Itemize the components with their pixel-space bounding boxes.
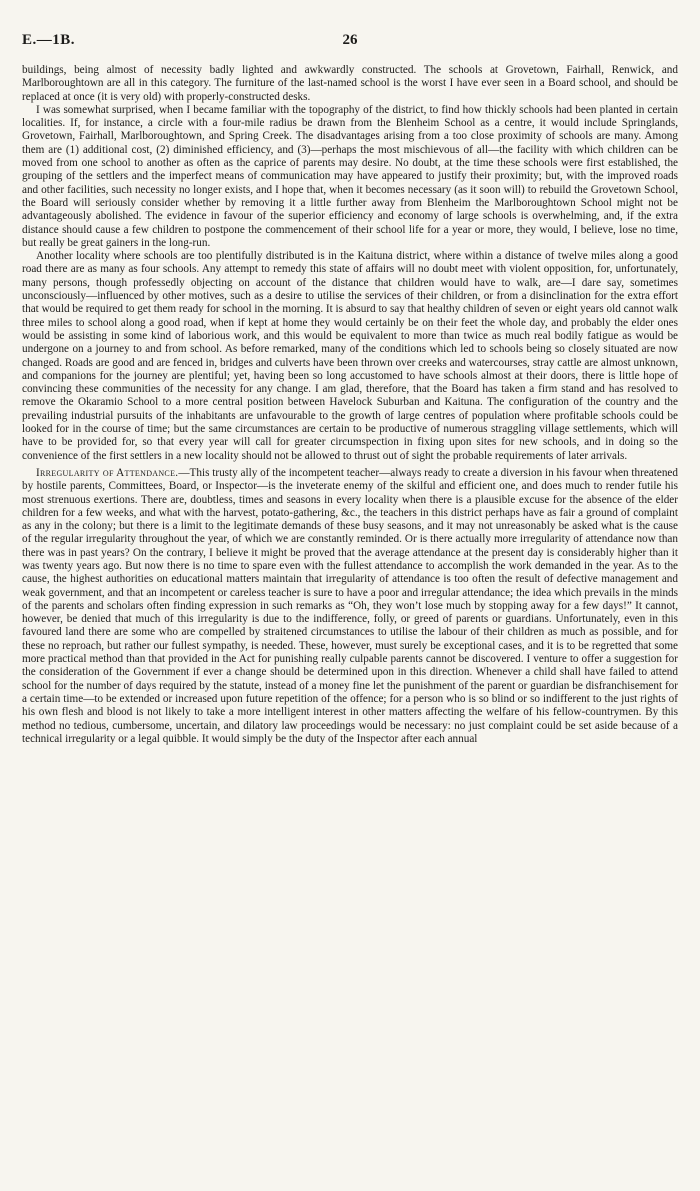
document-reference: E.—1B. [22,32,76,48]
paragraph-continuation: buildings, being almost of necessity badly lighted and awkwardly constructed. The schools at Grovetown, Fairhall, Renwick, and Marlboroughtown are all in this category. The furniture of the last-named school is the worst I have ever seen in a Board school, and should be replaced at once (it is very old) with properly-constructed desks. [22,64,678,103]
page-number: 26 [342,32,358,48]
page-header [22,32,678,54]
paragraph-school-proximity: I was somewhat surprised, when I became familiar with the topography of the district, to find how thickly schools had been planted in certain localities. If, for instance, a circle with a four-mile radius be drawn from the Blenheim School as a centre, it would include Springlands, Grovetown, Fairhall, Marlboroughtown, and Spring Creek. The disadvantages arising from a too close proximity of schools are many. Among them are (1) additional cost, (2) diminished efficiency, and (3)—perhaps the most mischievous of all—the facility with which children can be moved from one school to another as often as the caprice of parents may desire. No doubt, at the time these schools were first established, the grouping of the settlers and the imperfect means of communication may have appeared to justify their proximity; but, with the improved roads and other facilities, such necessity no longer exists, and I hope that, when it becomes necessary (as it soon will) to rebuild the Grovetown School, the Board will seriously consider whether by removing it a little further away from Blenheim the Marlboroughtown School might not be advantageously abolished. The evidence in favour of the superior efficiency and economy of large schools is overwhelming, and, if the extra distance should cause a few children to postpone the commencement of their school life for a year or more, they would, I believe, lose no time, but really be great gainers in the long-run. [22,103,678,249]
paragraph-irregularity [22,467,678,746]
section-heading: Irregularity of Attendance. [36,466,179,479]
body-text [22,64,678,746]
paragraph-kaituna: Another locality where schools are too plentifully distributed is in the Kaituna district, where within a distance of twelve miles along a good road there are as many as four schools. Any attempt to remedy this state of affairs will no doubt meet with violent opposition, for, unfortunately, many persons, though professedly objecting on account of the distance that children would have to walk, are—I dare say, sometimes unconsciously—influenced by other motives, such as a desire to utilise the services of their children, or from a disinclination for the extra effort that would be required to get them ready for school in the morning. It is absurd to say that healthy children of seven or eight years old cannot walk three miles to school along a good road, when if kept at home they would certainly be on their feet the whole day, and probably the elder ones would be assisting in some kind of laborious work, and this would be equivalent to more than twice as much real bodily fatigue as would be undergone on a journey to and from school. As before remarked, many of the conditions which led to schools being so closely situated are now changed. Roads are good and are fenced in, bridges and culverts have been thrown over creeks and watercourses, stray cattle are almost unknown, and companions for the journey are plentiful; yet, having been so long accustomed to have schools almost at their doors, there is little hope of convincing these communities of the necessity for any change. I am glad, therefore, that the Board has taken a firm stand and has resolved to remove the Okaramio School to a more central position between Havelock Suburban and Kaituna. The configuration of the country and the prevailing industrial pursuits of the inhabitants are unfavourable to the growth of large centres of population where profitable schools could be looked for in the course of time; but the same circumstances are certain to be productive of numerous straggling village settlements, which will have to be provided for, so that every year will call for greater circumspection in fixing upon sites for new schools, and in doing so the convenience of the first settlers in a new locality should not be allowed to thrust out of sight the probable requirements of later arrivals. [22,250,678,462]
paragraph-irregularity-text: —This trusty ally of the incompetent teacher—always ready to create a diversion in his favour when threatened by hostile parents, Committees, Board, or Inspector—is the inveterate enemy of the skilful and efficient one, and does much to render futile his most strenuous exertions. There are, doubtless, times and seasons in every locality when there is a plausible excuse for the absence of the elder children for a few weeks, and what with the harvest, potato-gathering, &c., the teachers in this district perhaps have as fair a ground of complaint as any in the colony; but there is a limit to the legitimate demands of these busy seasons, and it may not unreasonably be asked what is the cause of the regular irregularity throughout the year, of which we are constantly reminded. Or is there actually more irregularity of attendance now than there was in past years? On the contrary, I believe it might be proved that the average attendance at the present day is considerably higher than it was twenty years ago. But now there is no time to spare even with the fullest attendance to accomplish the work demanded in the year. As to the cause, the highest authorities on educational matters maintain that irregularity of attendance is too often the result of defective management and weak government, and that an incompetent or careless teacher is sure to have a poor and irregular attendance; the idea which prevails in the minds of the parents and scholars often finding expression in such remarks as “Oh, they won’t lose much by stopping away for a few days!” It cannot, however, be denied that much of this irregularity is due to the indifference, folly, or greed of parents or guardians. Unfortunately, even in this favoured land there are some who are compelled by straitened circumstances to utilise the labour of their children as much as possible, and for these no reproach, but rather our fullest sympathy, is needed. These, however, must surely be exceptional cases, and it is to be regretted that some more practical method than that provided in the Act for punishing really culpable parents cannot be discovered. I venture to offer a suggestion for the consideration of the Government if ever a change should be determined upon in this direction. Whenever a child shall have failed to attend school for the number of days required by the statute, instead of a money fine let the punishment of the parent or guardian be disfranchisement for a certain time—to be extended or increased upon future repetition of the offence; for a person who is so blind or so indifferent to the just rights of his own flesh and blood is not likely to take a more intelligent interest in other matters affecting the welfare of his fellow-countrymen. By this method no tedious, cumbersome, uncertain, and dilatory law proceedings would be necessary: no just complaint could be set aside because of a technical irregularity or a legal quibble. It would simply be the duty of the Inspector after each annual [22,466,678,745]
